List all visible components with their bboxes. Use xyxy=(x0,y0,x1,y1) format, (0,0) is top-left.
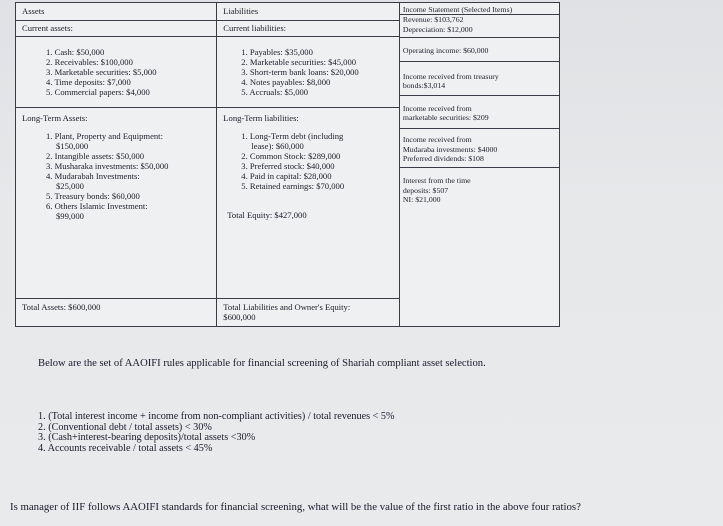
list-item: 2. Receivables: $100,000 xyxy=(46,57,133,67)
assets-header-cell xyxy=(16,3,217,21)
current-assets-list xyxy=(22,47,210,97)
list-item: $150,000 xyxy=(56,141,89,151)
income-interest-line1: Interest from the time xyxy=(402,176,471,186)
total-liabilities-line2: $600,000 xyxy=(223,312,256,322)
list-item: 4. Paid in capital: $28,000 xyxy=(241,171,332,181)
income-treasury-line1: Income received from treasury xyxy=(402,72,499,82)
list-item: 2. Common Stock: $289,000 xyxy=(241,151,341,161)
list-item: 1. Long-Term debt (including xyxy=(241,131,344,141)
income-header: Income Statement (Selected Items) xyxy=(402,5,513,14)
longterm-assets-label: Long-Term Assets: xyxy=(22,113,88,123)
current-liabilities-label: Current liabilities: xyxy=(223,23,287,33)
assets-header: Assets xyxy=(22,6,45,16)
income-operating: Operating income: $60,000 xyxy=(402,45,489,55)
list-item: 2. Marketable securities: $45,000 xyxy=(241,57,357,67)
list-item: 4. Mudarabah Investments: xyxy=(46,171,140,181)
list-item: 4. Notes payables: $8,000 xyxy=(241,77,331,87)
longterm-liabilities-list xyxy=(223,131,393,191)
list-item: 3. Musharaka investments: $50,000 xyxy=(46,161,169,171)
balance-sheet-table xyxy=(15,2,560,327)
list-item: 3. Short-term bank loans: $20,000 xyxy=(241,67,359,77)
list-item: 2. Intangible assets: $50,000 xyxy=(46,151,145,161)
income-treasury-line2: bonds:$3,014 xyxy=(402,81,446,91)
list-item: 6. Others Islamic Investment: xyxy=(46,201,148,211)
total-equity: Total Equity: $427,000 xyxy=(227,210,307,220)
longterm-assets-list xyxy=(22,131,210,221)
list-item: 1. Payables: $35,000 xyxy=(241,47,313,57)
list-item: 3. Preferred stock: $40,000 xyxy=(241,161,335,171)
list-item: 1. Plant, Property and Equipment: xyxy=(46,131,163,141)
income-statement-cell xyxy=(399,3,559,327)
income-preferred: Preferred dividends: $108 xyxy=(402,153,484,163)
list-item: 5. Accruals: $5,000 xyxy=(241,87,309,97)
list-item: $99,000 xyxy=(56,211,84,221)
total-liabilities-line1: Total Liabilities and Owner's Equity: xyxy=(223,302,351,312)
list-item: 1. Cash: $50,000 xyxy=(46,47,105,57)
rule-item: 1. (Total interest income + income from non-compliant activities) / total revenues < 5% xyxy=(38,411,395,422)
income-mudaraba-line2: Mudaraba investments: $4000 xyxy=(402,144,498,154)
longterm-liabilities-label: Long-Term liabilities: xyxy=(223,113,299,123)
income-marketable-line1: Income received from xyxy=(402,103,472,113)
list-item: 3. Marketable securities: $5,000 xyxy=(46,67,157,77)
income-interest-line2: deposits: $507 xyxy=(402,185,449,195)
income-revenue: Revenue: $103,762 xyxy=(402,15,464,25)
list-item: $25,000 xyxy=(56,181,84,191)
total-liabilities-cell xyxy=(217,299,400,327)
rule-item: 3. (Cash+interest-bearing deposits)/total assets <30% xyxy=(38,432,256,444)
liabilities-body-cell xyxy=(217,21,400,299)
liabilities-header-cell xyxy=(217,3,400,21)
list-item: 5. Commercial papers: $4,000 xyxy=(46,87,150,97)
list-item: 5. Retained earnings: $70,000 xyxy=(241,181,345,191)
question-text: Is manager of IIF follows AAOIFI standards for financial screening, what will be the value of the first ratio in the above four ratios? xyxy=(10,501,581,513)
current-assets-label: Current assets: xyxy=(22,23,73,33)
rules-intro-text: Below are the set of AAOIFI rules applicable for financial screening of Shariah compliant asset selection. xyxy=(38,358,486,369)
income-ni: NI: $21,000 xyxy=(402,194,441,204)
assets-body-cell xyxy=(16,21,217,299)
total-assets-cell xyxy=(16,299,217,327)
list-item: 4. Time deposits: $7,000 xyxy=(46,77,131,87)
liabilities-header: Liabilities xyxy=(223,6,259,16)
income-marketable-line2: marketable securities: $209 xyxy=(402,113,489,123)
list-item: lease): $60,000 xyxy=(251,141,304,151)
current-liabilities-list xyxy=(223,47,393,97)
total-assets: Total Assets: $600,000 xyxy=(22,302,101,312)
income-depreciation: Depreciation: $12,000 xyxy=(402,24,473,34)
rules-list xyxy=(38,412,394,454)
rule-item: 4. Accounts receivable / total assets < 45% xyxy=(38,442,213,454)
list-item: 5. Treasury bonds: $60,000 xyxy=(46,191,140,201)
rule-item: 2. (Conventional debt / total assets) < 30% xyxy=(38,421,212,433)
income-mudaraba-line1: Income received from xyxy=(402,135,472,145)
